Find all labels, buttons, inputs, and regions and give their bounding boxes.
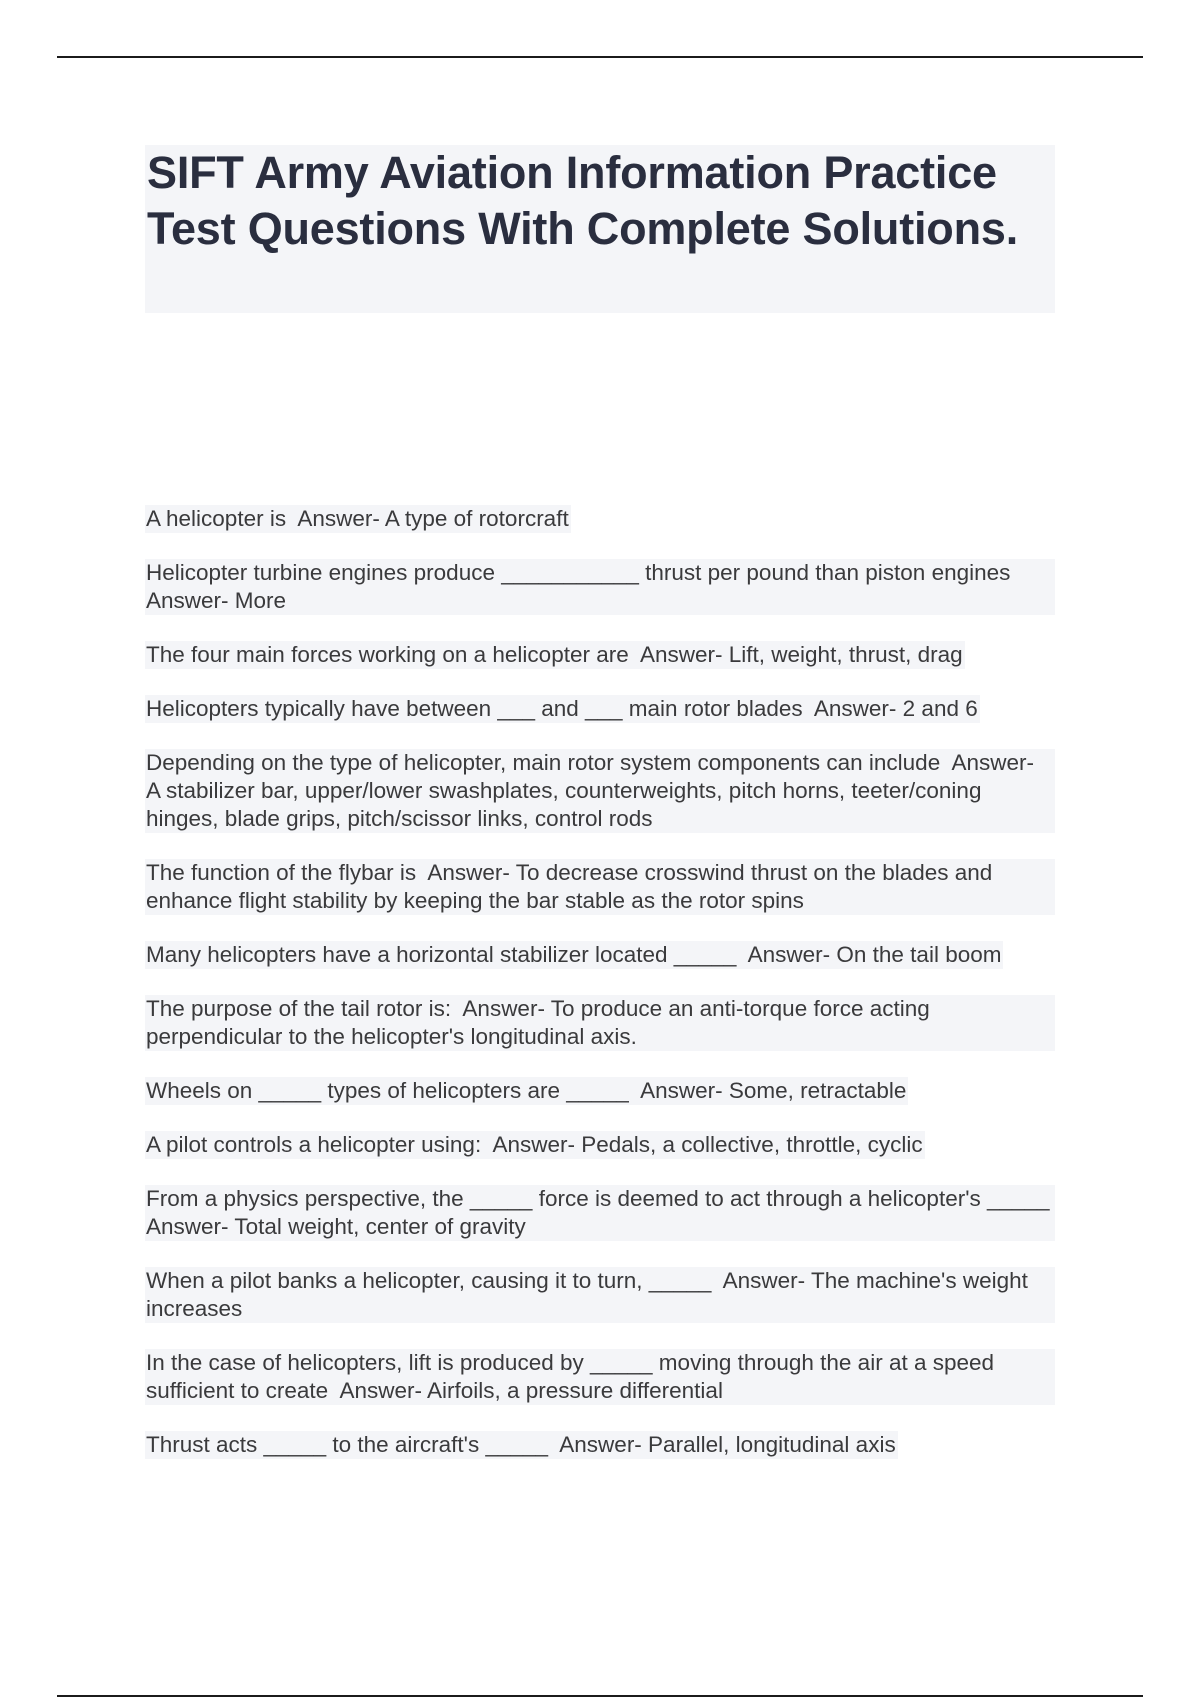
qa-item: The function of the flybar is Answer- To decrease crosswind thrust on the blades and enhance flight stability by keeping the bar stable as the rotor spins [145,859,1055,915]
qa-item: Many helicopters have a horizontal stabilizer located _____ Answer- On the tail boom [146,942,1002,967]
qa-item: A helicopter is Answer- A type of rotorcraft [146,506,569,531]
qa-item: Wheels on _____ types of helicopters are _____ Answer- Some, retractable [146,1078,907,1103]
qa-item: The four main forces working on a helicopter are Answer- Lift, weight, thrust, drag [146,642,963,667]
qa-item: Thrust acts _____ to the aircraft's _____ Answer- Parallel, longitudinal axis [146,1432,896,1457]
qa-list [145,505,1063,1485]
qa-item: Depending on the type of helicopter, main rotor system components can include Answer- A stabilizer bar, upper/lower swashplates, counterweights, pitch horns, teeter/coning hinges, blade grips, pitch/scissor links, control rods [145,749,1055,833]
qa-item: Helicopters typically have between ___ and ___ main rotor blades Answer- 2 and 6 [146,696,978,721]
footer-rule [57,1695,1143,1697]
qa-item: When a pilot banks a helicopter, causing it to turn, _____ Answer- The machine's weight increases [145,1267,1055,1323]
qa-item: In the case of helicopters, lift is produced by _____ moving through the air at a speed sufficient to create Answer- Airfoils, a pressure differential [145,1349,1055,1405]
header-rule [57,56,1143,58]
qa-item: Helicopter turbine engines produce ___________ thrust per pound than piston engines Answer- More [145,559,1055,615]
document-title: SIFT Army Aviation Information Practice Test Questions With Complete Solutions. [147,147,1018,254]
title-block [145,145,1055,313]
qa-item: A pilot controls a helicopter using: Answer- Pedals, a collective, throttle, cyclic [146,1132,923,1157]
qa-item: The purpose of the tail rotor is: Answer- To produce an anti-torque force acting perpendicular to the helicopter's longitudinal axis. [145,995,1055,1051]
qa-item: From a physics perspective, the _____ force is deemed to act through a helicopter's _____ Answer- Total weight, center of gravity [146,1186,1063,1239]
